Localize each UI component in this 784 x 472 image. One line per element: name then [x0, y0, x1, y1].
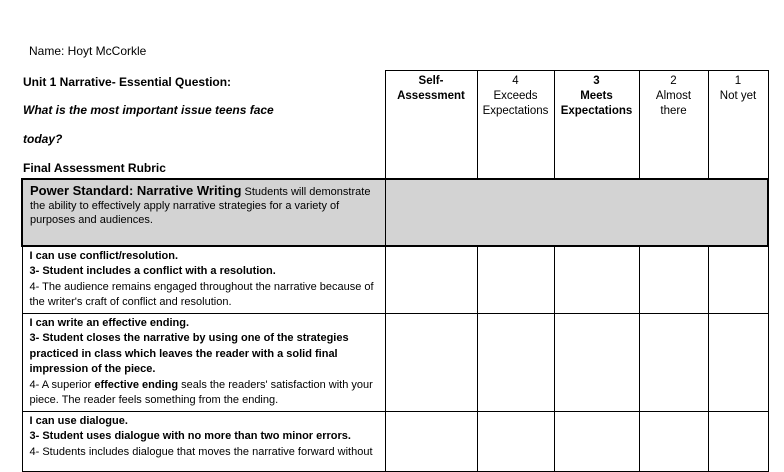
power-standard-shaded-area: [385, 179, 768, 246]
score-1-cell[interactable]: [708, 313, 768, 411]
self-assessment-cell[interactable]: [385, 411, 477, 471]
criterion-target: I can use dialogue.: [29, 414, 128, 427]
criterion-level4: 4- Students includes dialogue that moves the narrative forward without: [29, 445, 373, 458]
criterion-level3: 3- Student closes the narrative by using one of the strategies practiced in class which leaves the reader with a solid final impression of the piece.: [29, 332, 349, 375]
criterion-level4-bold: effective ending: [94, 378, 179, 391]
self-assessment-cell[interactable]: [385, 313, 477, 411]
score-1-cell[interactable]: [708, 246, 768, 314]
score-4-number: 4: [512, 75, 519, 87]
score-2-number: 2: [670, 75, 677, 87]
criterion-row: [22, 313, 768, 411]
criterion-level4-post: seals the readers' satisfaction with your piece. The reader feels something from the ending.: [29, 378, 373, 406]
score-1-header: [708, 71, 768, 179]
score-4-cell[interactable]: [477, 246, 554, 314]
power-standard-title: Power Standard: Narrative Writing: [30, 182, 242, 198]
criterion-dialogue: [22, 411, 385, 471]
column-header-row: [22, 71, 768, 179]
criterion-target: I can write an effective ending.: [29, 316, 190, 329]
score-4-line2: Expectations: [482, 105, 549, 117]
student-name: Name: Hoyt McCorkle: [29, 44, 147, 58]
rubric-table: [21, 70, 769, 472]
score-2-cell[interactable]: [639, 313, 708, 411]
essential-question-line2: today?: [23, 132, 63, 146]
criterion-row: [22, 411, 768, 471]
score-2-line2: there: [660, 105, 687, 117]
power-standard-text: Students will demonstrate the ability to effectively apply narrative strategies for a variety of purposes and audiences.: [30, 185, 371, 226]
score-3-line2: Expectations: [560, 105, 633, 117]
score-4-line1: Exceeds: [493, 90, 538, 102]
score-3-cell[interactable]: [554, 411, 639, 471]
criterion-level4-pre: 4- A superior: [29, 378, 95, 391]
score-4-header: [477, 71, 554, 179]
power-standard-cell: [22, 179, 385, 246]
score-2-line1: Almost: [655, 90, 692, 102]
rubric-title: Final Assessment Rubric: [23, 161, 166, 175]
self-assessment-cell[interactable]: [385, 246, 477, 314]
score-1-cell[interactable]: [708, 411, 768, 471]
self-assessment-line1: Self-: [418, 75, 444, 87]
score-3-line1: Meets: [580, 90, 613, 102]
score-3-number: 3: [593, 75, 600, 87]
unit-question: Unit 1 Narrative- Essential Question:: [23, 75, 232, 89]
score-1-number: 1: [734, 75, 742, 87]
criterion-level4: [30, 378, 382, 409]
criterion-conflict-resolution: [22, 246, 385, 314]
criterion-level4: 4- The audience remains engaged throughout the narrative because of the writer's craft of conflict and resolution.: [29, 280, 374, 308]
score-3-cell[interactable]: [554, 313, 639, 411]
header-spacer: [22, 71, 385, 179]
score-3-header: [554, 71, 639, 179]
score-4-cell[interactable]: [477, 313, 554, 411]
score-4-cell[interactable]: [477, 411, 554, 471]
score-1-line1: Not yet: [719, 90, 757, 102]
power-standard-row: [22, 179, 768, 246]
criterion-level3: 3- Student includes a conflict with a resolution.: [29, 265, 276, 277]
criterion-effective-ending: [22, 313, 385, 411]
criterion-row: [22, 246, 768, 314]
score-3-cell[interactable]: [554, 246, 639, 314]
score-2-header: [639, 71, 708, 179]
self-assessment-line2: Assessment: [397, 90, 465, 102]
score-2-cell[interactable]: [639, 246, 708, 314]
essential-question-line1: What is the most important issue teens face: [23, 103, 274, 117]
criterion-level3: 3- Student uses dialogue with no more than two minor errors.: [29, 430, 351, 442]
score-2-cell[interactable]: [639, 411, 708, 471]
self-assessment-header: [385, 71, 477, 179]
criterion-target: I can use conflict/resolution.: [29, 249, 179, 262]
